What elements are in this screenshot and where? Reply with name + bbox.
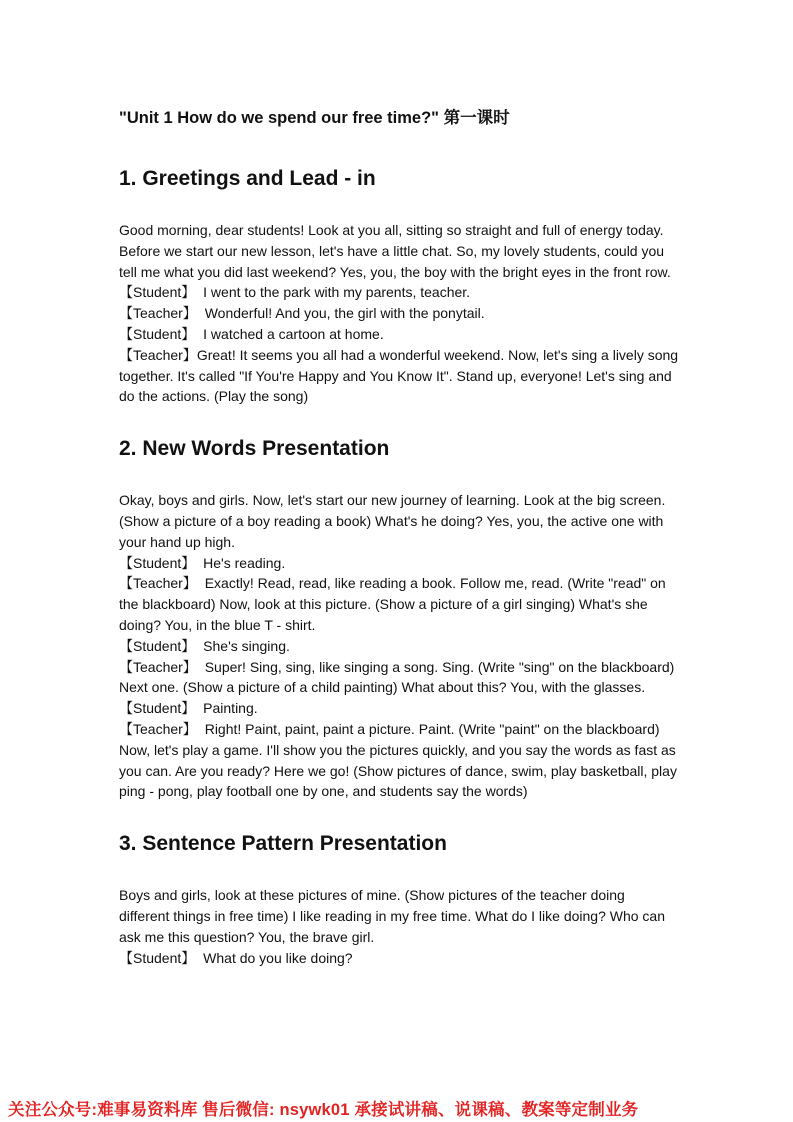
speaker-tag: 【Teacher】 [119,720,197,737]
dialogue-line [119,553,679,574]
speaker-tag: 【Teacher】 [119,575,197,592]
speaker-tag: 【Student】 [119,949,196,966]
dialogue-text: What do you like doing? [203,949,353,966]
dialogue-line [119,282,679,303]
speaker-tag: 【Student】 [119,284,196,301]
footer-banner: 关注公众号:难事易资料库 售后微信: nsywk01 承接试讲稿、说课稿、教案等定制业务 [8,1101,639,1119]
document-title: "Unit 1 How do we spend our free time?" 第一课时 [119,109,510,127]
dialogue-text: He's reading. [203,554,286,571]
section-2-heading: 2. New Words Presentation [119,437,390,461]
speaker-tag: 【Student】 [119,637,196,654]
dialogue-text: She's singing. [203,637,290,654]
dialogue-text: Super! Sing, sing, like singing a song. Sing. (Write "sing" on the blackboard) Next one. (Show a picture of a child painting) What about this? You, with the glasses. [119,658,675,696]
section-2-intro: Okay, boys and girls. Now, let's start our new journey of learning. Look at the big screen. (Show a picture of a boy reading a book) What's he doing? Yes, you, the active one with your hand up high. [119,492,666,550]
dialogue-line [119,948,679,969]
speaker-tag: 【Teacher】 [119,346,197,363]
dialogue-line [119,719,679,802]
section-3-heading: 3. Sentence Pattern Presentation [119,832,447,856]
section-1-heading: 1. Greetings and Lead - in [119,167,376,190]
dialogue-text: Wonderful! And you, the girl with the ponytail. [204,305,485,322]
section-3-intro: Boys and girls, look at these pictures of mine. (Show pictures of the teacher doing different things in free time) I like reading in my free time. What do I like doing? Who can ask me this question? You, the brave girl. [119,887,665,945]
dialogue-text: I watched a cartoon at home. [203,325,384,342]
dialogue-text: Great! It seems you all had a wonderful weekend. Now, let's sing a lively song together. It's called "If You're Happy and You Know It". Stand up, everyone! Let's sing and do the actions. (Play the song) [119,346,679,405]
speaker-tag: 【Student】 [119,554,196,571]
dialogue-line [119,324,679,345]
dialogue-line [119,636,679,657]
dialogue-line [119,573,679,635]
speaker-tag: 【Student】 [119,325,196,342]
dialogue-text: I went to the park with my parents, teacher. [203,284,471,301]
dialogue-text: Exactly! Read, read, like reading a book. Follow me, read. (Write "read" on the blackboard) Now, look at this picture. (Show a picture of a girl singing) What's she doing? You, in the blue T - shirt. [119,575,666,633]
section-1-intro: Good morning, dear students! Look at you all, sitting so straight and full of energy today. Before we start our new lesson, let's have a little chat. So, my lovely students, could you tell me what you did last weekend? Yes, you, the boy with the bright eyes in the front row. [119,222,671,280]
dialogue-line [119,303,679,324]
dialogue-text: Right! Paint, paint, paint a picture. Paint. (Write "paint" on the blackboard) Now, let's play a game. I'll show you the pictures quickly, and you say the words as fast as you can. Are you ready? Here we go! (Show pictures of dance, swim, play basketball, play ping - pong, play football one by one, and students say the words) [119,720,677,800]
dialogue-line [119,698,679,719]
speaker-tag: 【Teacher】 [119,305,197,322]
dialogue-line [119,657,679,699]
document-page [119,104,679,968]
speaker-tag: 【Teacher】 [119,658,197,675]
dialogue-line [119,345,679,407]
speaker-tag: 【Student】 [119,700,196,717]
dialogue-text: Painting. [203,700,258,717]
